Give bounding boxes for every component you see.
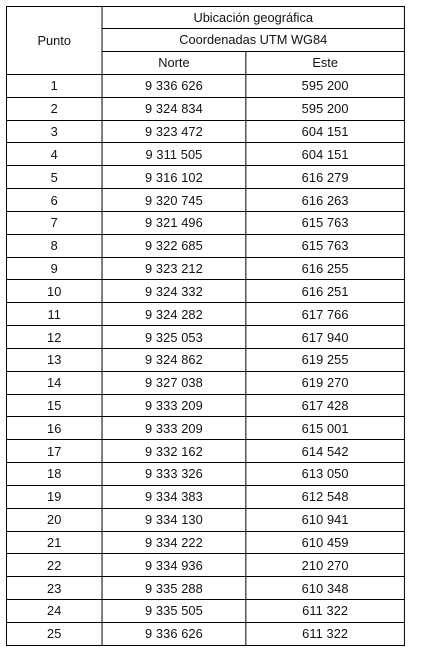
table-row <box>6 189 404 212</box>
cell-este: 610 348 <box>246 577 405 600</box>
cell-este: 615 001 <box>246 417 405 440</box>
cell-punto: 15 <box>6 394 102 417</box>
cell-este: 595 200 <box>246 97 405 120</box>
coordinates-document <box>6 6 410 646</box>
table-row <box>6 166 404 189</box>
cell-norte: 9 334 222 <box>102 531 246 554</box>
cell-norte: 9 335 288 <box>102 577 246 600</box>
cell-punto: 12 <box>6 326 102 349</box>
cell-este: 613 050 <box>246 463 405 486</box>
cell-norte: 9 333 209 <box>102 394 246 417</box>
cell-norte: 9 321 496 <box>102 211 246 234</box>
cell-este: 617 940 <box>246 326 405 349</box>
cell-este: 604 151 <box>246 143 405 166</box>
cell-norte: 9 324 834 <box>102 97 246 120</box>
cell-norte: 9 316 102 <box>102 166 246 189</box>
cell-norte: 9 324 862 <box>102 348 246 371</box>
table-row <box>6 554 404 577</box>
cell-norte: 9 324 332 <box>102 280 246 303</box>
table-body <box>6 75 404 646</box>
cell-este: 610 459 <box>246 531 405 554</box>
table-row <box>6 257 404 280</box>
header-ubicacion: Ubicación geográfica <box>102 7 404 29</box>
coordinates-table <box>6 6 405 646</box>
cell-este: 612 548 <box>246 485 405 508</box>
cell-este: 611 322 <box>246 622 405 645</box>
header-este: Este <box>246 51 405 74</box>
table-row <box>6 463 404 486</box>
cell-este: 616 263 <box>246 189 405 212</box>
cell-punto: 4 <box>6 143 102 166</box>
cell-punto: 11 <box>6 303 102 326</box>
cell-norte: 9 333 326 <box>102 463 246 486</box>
table-row <box>6 303 404 326</box>
table-row <box>6 508 404 531</box>
cell-punto: 25 <box>6 622 102 645</box>
cell-este: 617 428 <box>246 394 405 417</box>
header-punto: Punto <box>6 7 102 75</box>
cell-punto: 1 <box>6 75 102 98</box>
cell-este: 616 251 <box>246 280 405 303</box>
cell-norte: 9 324 282 <box>102 303 246 326</box>
table-row <box>6 211 404 234</box>
cell-norte: 9 336 626 <box>102 75 246 98</box>
cell-punto: 18 <box>6 463 102 486</box>
cell-norte: 9 334 130 <box>102 508 246 531</box>
cell-norte: 9 332 162 <box>102 440 246 463</box>
table-row <box>6 97 404 120</box>
cell-punto: 9 <box>6 257 102 280</box>
table-row <box>6 394 404 417</box>
cell-punto: 19 <box>6 485 102 508</box>
header-coordenadas: Coordenadas UTM WG84 <box>102 29 404 51</box>
cell-norte: 9 325 053 <box>102 326 246 349</box>
table-row <box>6 326 404 349</box>
table-row <box>6 120 404 143</box>
cell-punto: 10 <box>6 280 102 303</box>
cell-punto: 5 <box>6 166 102 189</box>
cell-norte: 9 335 505 <box>102 600 246 623</box>
cell-este: 595 200 <box>246 75 405 98</box>
table-row <box>6 622 404 645</box>
header-norte: Norte <box>102 51 246 74</box>
table-row <box>6 234 404 257</box>
table-row <box>6 371 404 394</box>
table-row <box>6 440 404 463</box>
cell-punto: 21 <box>6 531 102 554</box>
cell-este: 617 766 <box>246 303 405 326</box>
table-row <box>6 417 404 440</box>
table-row <box>6 143 404 166</box>
cell-norte: 9 334 383 <box>102 485 246 508</box>
cell-este: 615 763 <box>246 234 405 257</box>
cell-punto: 20 <box>6 508 102 531</box>
cell-punto: 8 <box>6 234 102 257</box>
cell-este: 619 270 <box>246 371 405 394</box>
cell-norte: 9 323 472 <box>102 120 246 143</box>
cell-norte: 9 311 505 <box>102 143 246 166</box>
cell-punto: 16 <box>6 417 102 440</box>
cell-punto: 7 <box>6 211 102 234</box>
cell-punto: 22 <box>6 554 102 577</box>
cell-punto: 13 <box>6 348 102 371</box>
cell-este: 615 763 <box>246 211 405 234</box>
cell-punto: 3 <box>6 120 102 143</box>
cell-punto: 6 <box>6 189 102 212</box>
cell-norte: 9 334 936 <box>102 554 246 577</box>
cell-punto: 23 <box>6 577 102 600</box>
table-header <box>6 7 404 75</box>
cell-norte: 9 322 685 <box>102 234 246 257</box>
cell-punto: 2 <box>6 97 102 120</box>
cell-este: 604 151 <box>246 120 405 143</box>
cell-este: 210 270 <box>246 554 405 577</box>
cell-punto: 17 <box>6 440 102 463</box>
cell-punto: 14 <box>6 371 102 394</box>
cell-norte: 9 336 626 <box>102 622 246 645</box>
cell-norte: 9 333 209 <box>102 417 246 440</box>
cell-este: 611 322 <box>246 600 405 623</box>
table-row <box>6 280 404 303</box>
cell-este: 619 255 <box>246 348 405 371</box>
cell-este: 616 279 <box>246 166 405 189</box>
cell-punto: 24 <box>6 600 102 623</box>
cell-norte: 9 327 038 <box>102 371 246 394</box>
table-row <box>6 348 404 371</box>
table-row <box>6 75 404 98</box>
cell-este: 610 941 <box>246 508 405 531</box>
cell-norte: 9 320 745 <box>102 189 246 212</box>
table-row <box>6 577 404 600</box>
cell-este: 616 255 <box>246 257 405 280</box>
cell-norte: 9 323 212 <box>102 257 246 280</box>
table-row <box>6 531 404 554</box>
table-row <box>6 485 404 508</box>
table-row <box>6 600 404 623</box>
cell-este: 614 542 <box>246 440 405 463</box>
